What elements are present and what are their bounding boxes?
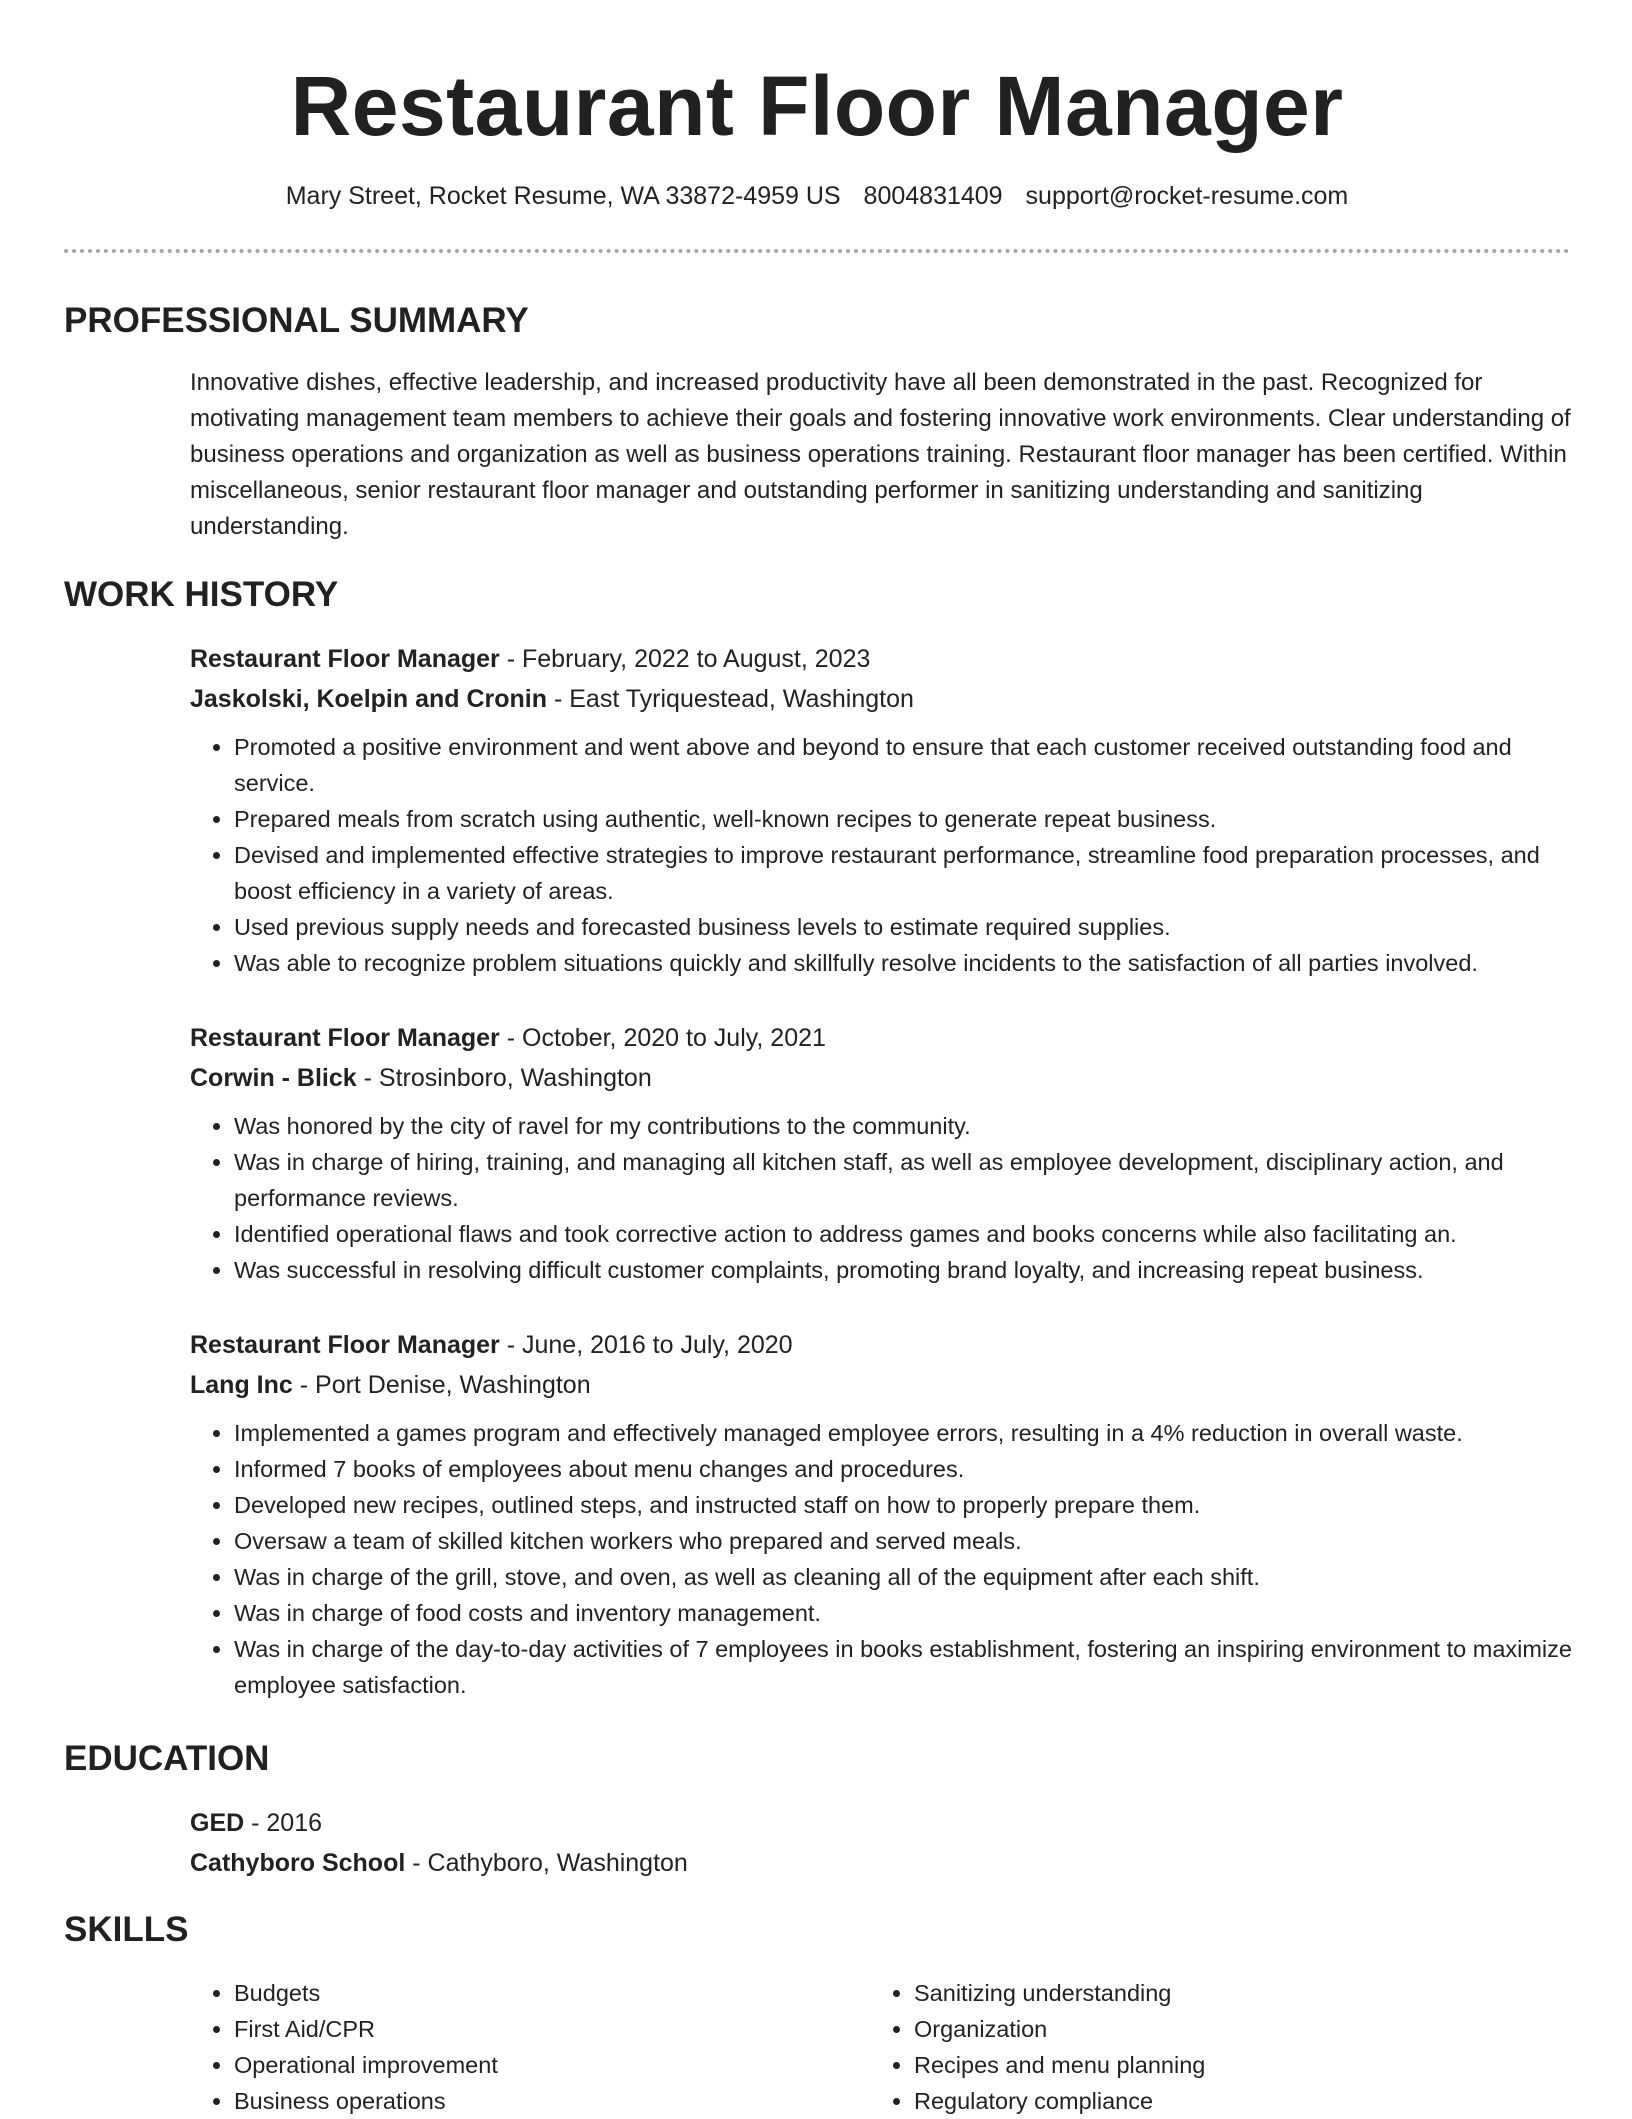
list-item: • First Aid/CPR — [234, 2011, 790, 2047]
job-entry — [190, 1018, 1590, 1288]
job-title: Restaurant Floor Manager — [190, 1331, 500, 1359]
job-bullets — [190, 1108, 1590, 1288]
contact-phone: 8004831409 — [863, 182, 1003, 210]
list-item: • Promoted a positive environment and went above and beyond to ensure that each customer received outstanding food and service. — [234, 729, 1590, 801]
job-entry — [190, 1325, 1590, 1703]
education-entry — [190, 1803, 1590, 1883]
list-item: • Identified operational flaws and took corrective action to address games and books concerns while also facilitating an. — [234, 1216, 1590, 1252]
job-title: Restaurant Floor Manager — [190, 645, 500, 673]
header-divider — [64, 249, 1570, 253]
job-bullets — [190, 729, 1590, 981]
contact-address: Mary Street, Rocket Resume, WA 33872-4959 US — [285, 182, 841, 210]
skills-column-left — [190, 1975, 790, 2119]
job-company-line — [190, 1365, 1590, 1405]
summary-text: Innovative dishes, effective leadership, and increased productivity have all been demonstrated in the past. Recognized for motivating management team members to achieve their goals and fostering innovative work environments. Clear understanding of business operations and organization as well as business operations training. Restaurant floor manager has been certified. Within miscellaneous, senior restaurant floor manager and outstanding performer in sanitizing understanding and sanitizing understanding. — [190, 369, 1571, 540]
skills-list-left — [190, 1975, 790, 2119]
contact-line — [64, 180, 1570, 212]
education-heading: EDUCATION — [64, 1739, 270, 1778]
education-degree: GED — [190, 1809, 245, 1837]
list-item: • Recipes and menu planning — [914, 2047, 1470, 2083]
job-location: - Port Denise, Washington — [292, 1371, 591, 1399]
list-item: • Was successful in resolving difficult customer complaints, promoting brand loyalty, and increasing repeat business. — [234, 1252, 1590, 1288]
education-degree-line — [190, 1803, 1590, 1843]
resume-title: Restaurant Floor Manager — [290, 59, 1344, 153]
list-item: • Developed new recipes, outlined steps, and instructed staff on how to properly prepare them. — [234, 1487, 1590, 1523]
list-item: • Business operations — [234, 2083, 790, 2119]
job-company: Corwin - Blick — [190, 1064, 357, 1092]
job-company: Lang Inc — [190, 1371, 293, 1399]
job-company: Jaskolski, Koelpin and Cronin — [190, 685, 548, 713]
summary-block — [190, 365, 1590, 545]
job-company-line — [190, 1058, 1590, 1098]
list-item: • Organization — [914, 2011, 1470, 2047]
job-company-line — [190, 679, 1590, 719]
job-title-line — [190, 1325, 1590, 1365]
list-item: • Was in charge of food costs and inventory management. — [234, 1595, 1590, 1631]
list-item: • Operational improvement — [234, 2047, 790, 2083]
contact-email: support@rocket-resume.com — [1025, 182, 1349, 210]
education-year: - 2016 — [244, 1809, 323, 1837]
education-location: - Cathyboro, Washington — [405, 1849, 688, 1877]
list-item: • Budgets — [234, 1975, 790, 2011]
skills-column-right — [870, 1975, 1470, 2119]
job-location: - East Tyriquestead, Washington — [547, 685, 914, 713]
list-item: • Implemented a games program and effectively managed employee errors, resulting in a 4% reduction in overall waste. — [234, 1415, 1590, 1451]
job-location: - Strosinboro, Washington — [356, 1064, 652, 1092]
list-item: • Informed 7 books of employees about menu changes and procedures. — [234, 1451, 1590, 1487]
list-item: • Used previous supply needs and forecasted business levels to estimate required supplies. — [234, 909, 1590, 945]
summary-heading: PROFESSIONAL SUMMARY — [64, 301, 529, 340]
list-item: • Prepared meals from scratch using authentic, well-known recipes to generate repeat business. — [234, 801, 1590, 837]
skills-list-right — [870, 1975, 1470, 2119]
resume-page — [64, 0, 1572, 2114]
job-bullets — [190, 1415, 1590, 1703]
list-item: • Was in charge of the day-to-day activities of 7 employees in books establishment, fostering an inspiring environment to maximize employee satisfaction. — [234, 1631, 1590, 1703]
list-item: • Was able to recognize problem situations quickly and skillfully resolve incidents to the satisfaction of all parties involved. — [234, 945, 1590, 981]
education-school: Cathyboro School — [190, 1849, 406, 1877]
work-history-heading: WORK HISTORY — [64, 575, 339, 614]
list-item: • Devised and implemented effective strategies to improve restaurant performance, streamline food preparation processes, and boost efficiency in a variety of areas. — [234, 837, 1590, 909]
list-item: • Was honored by the city of ravel for my contributions to the community. — [234, 1108, 1590, 1144]
list-item: • Oversaw a team of skilled kitchen workers who prepared and served meals. — [234, 1523, 1590, 1559]
list-item: • Was in charge of the grill, stove, and oven, as well as cleaning all of the equipment after each shift. — [234, 1559, 1590, 1595]
job-title: Restaurant Floor Manager — [190, 1024, 500, 1052]
job-dates: - June, 2016 to July, 2020 — [499, 1331, 793, 1359]
list-item: • Sanitizing understanding — [914, 1975, 1470, 2011]
list-item: • Regulatory compliance — [914, 2083, 1470, 2119]
job-title-line — [190, 639, 1590, 679]
job-title-line — [190, 1018, 1590, 1058]
job-dates: - October, 2020 to July, 2021 — [499, 1024, 826, 1052]
education-school-line — [190, 1843, 1590, 1883]
job-dates: - February, 2022 to August, 2023 — [499, 645, 871, 673]
list-item: • Was in charge of hiring, training, and managing all kitchen staff, as well as employee development, disciplinary action, and performance reviews. — [234, 1144, 1590, 1216]
job-entry — [190, 639, 1590, 981]
skills-heading: SKILLS — [64, 1910, 189, 1949]
